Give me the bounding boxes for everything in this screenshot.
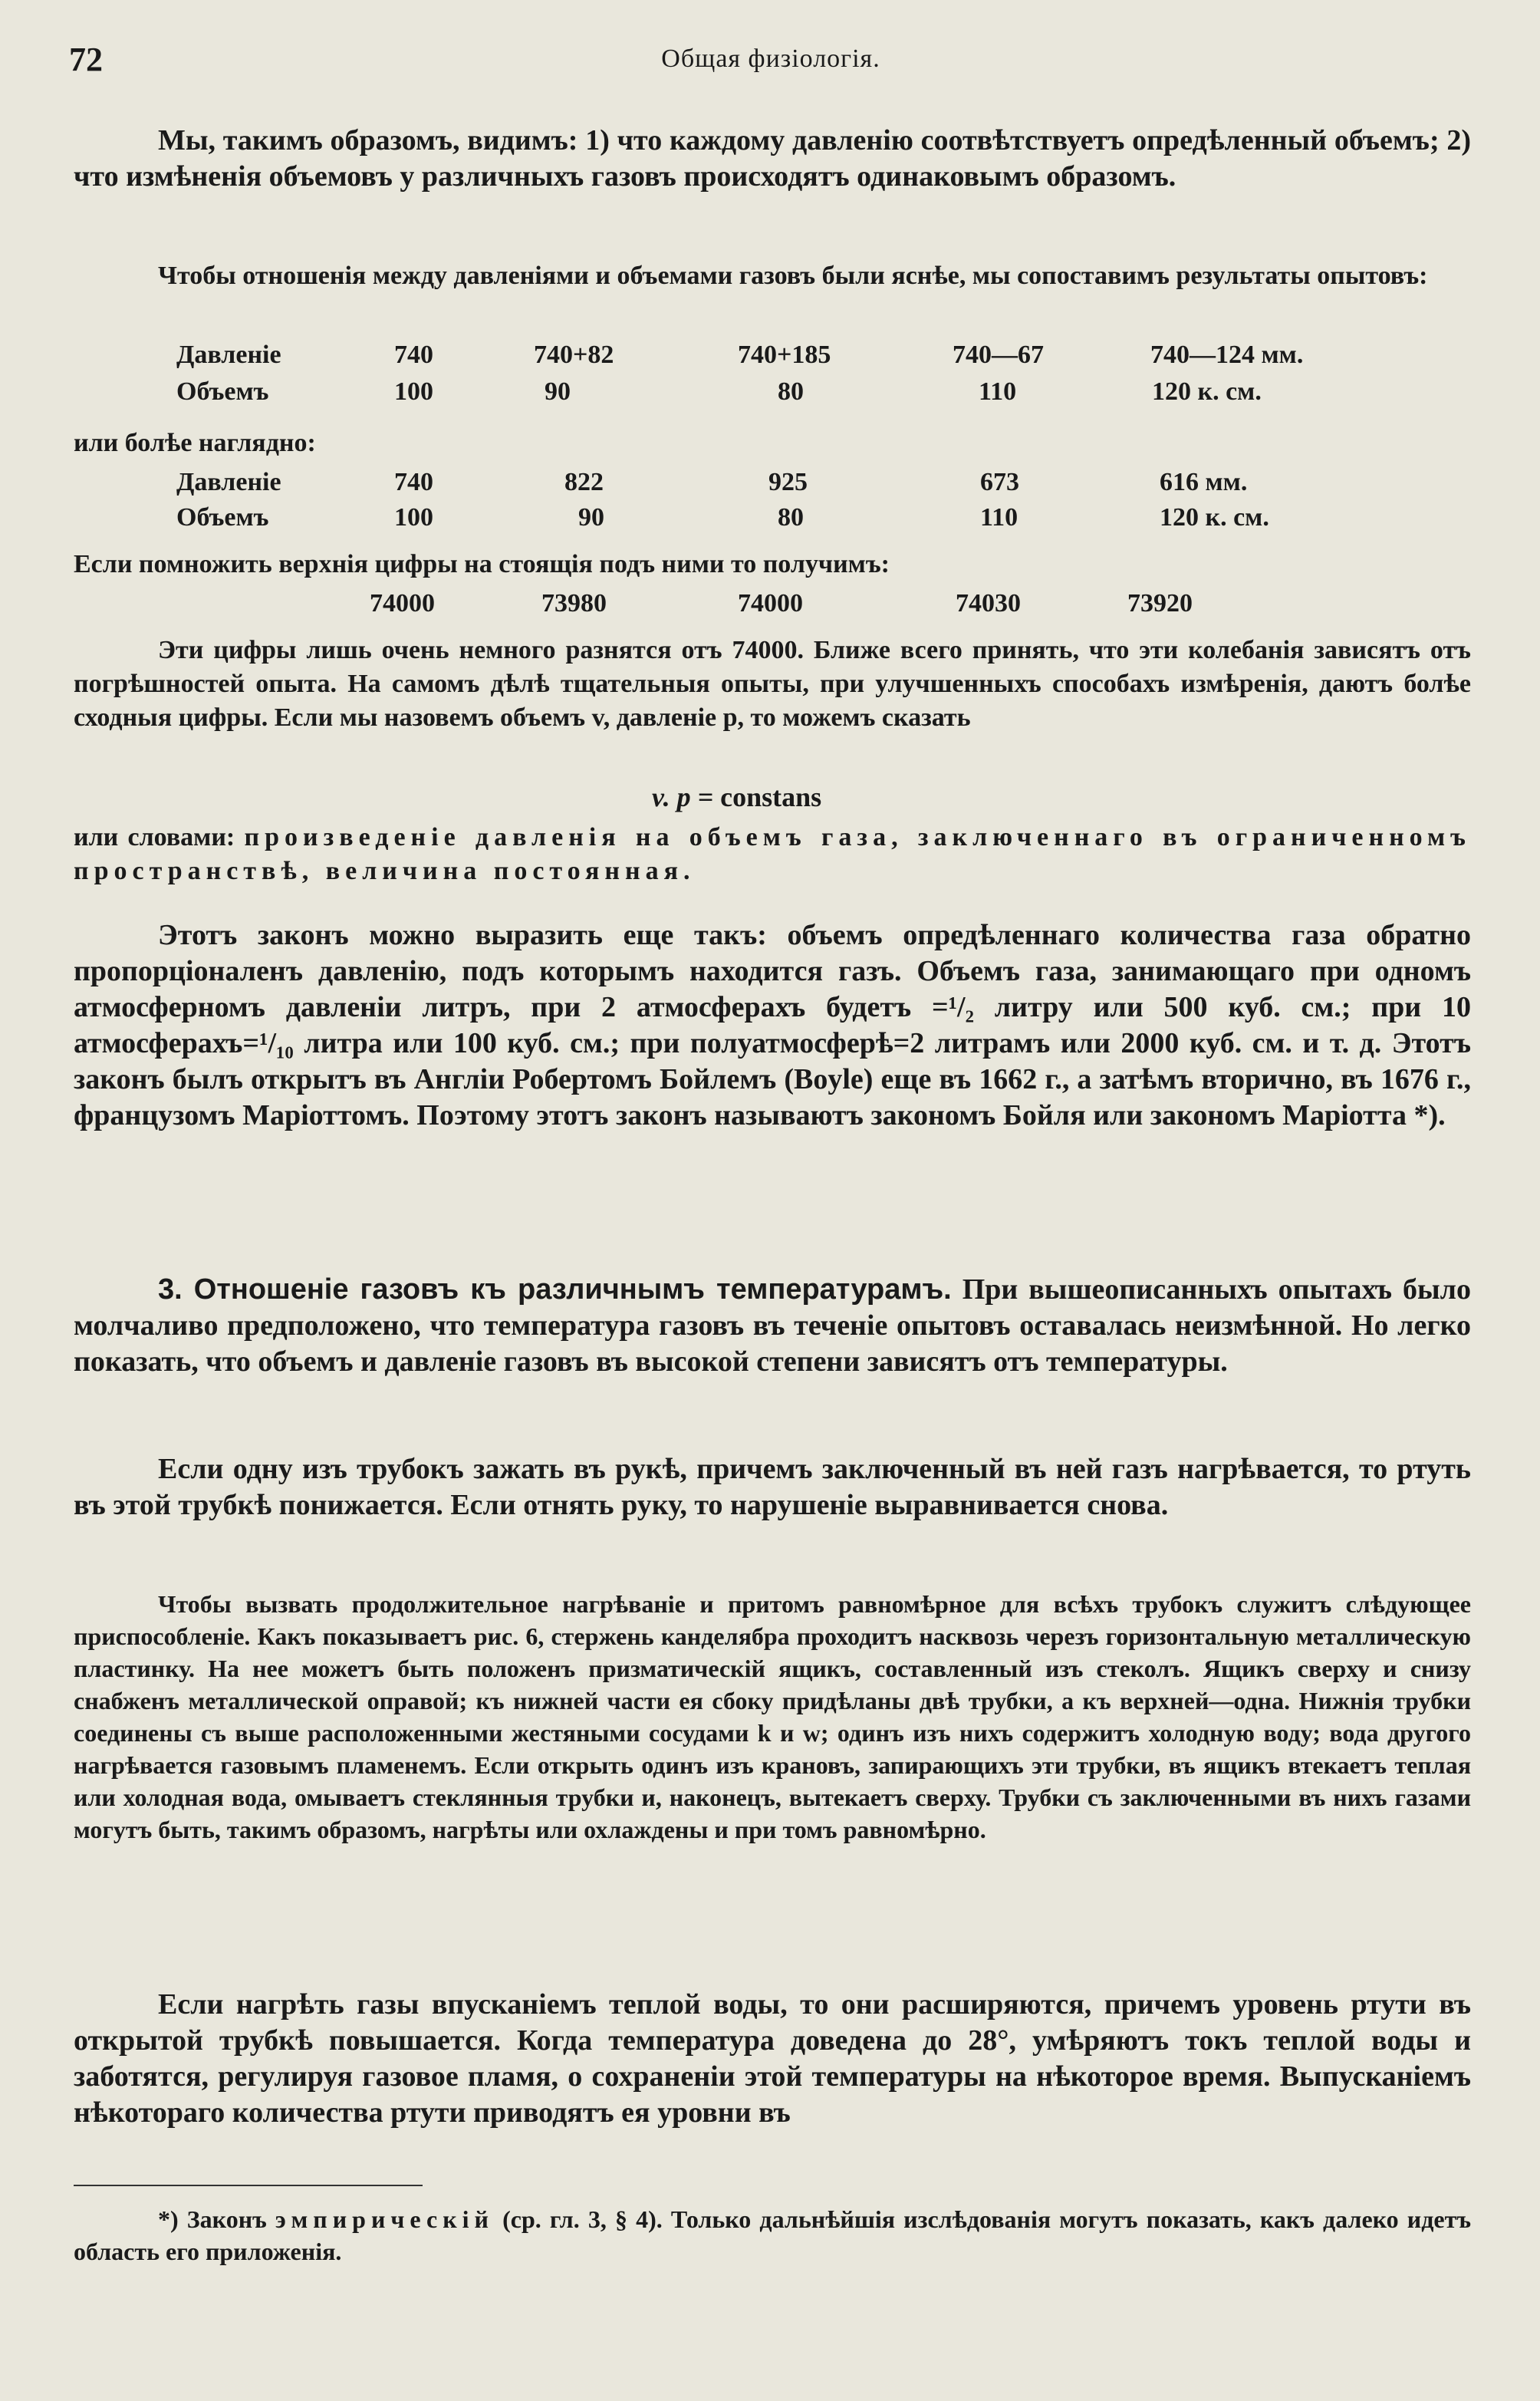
paragraph-apparatus: Чтобы вызвать продолжительное нагрѣванiе и притомъ равномѣрное для всѣхъ трубокъ служитъ слѣдующее приспособленiе. Какъ показываетъ рис. 6, стержень канделябра проходитъ насквозь черезъ горизонтальную металлическую пластинку. На нее можетъ быть положенъ призматическiй ящикъ, составленный изъ стеколъ. Ящикъ сверху и снизу снабженъ металлической оправой; къ нижней части ея сбоку придѣланы двѣ трубки, а къ верхней—одна. Нижнiя трубки соединены съ выше расположенными жестяными сосудами k и w; одинъ изъ нихъ содержитъ холодную воду; вода другого нагрѣвается газовымъ пламенемъ. Если открыть одинъ изъ крановъ, запирающихъ эти трубки, въ ящикъ втекаетъ теплая или холодная вода, омываетъ стеклянныя трубки и, наконецъ, вытекаетъ сверху. Трубки съ заключенными въ нихъ газами могутъ быть, такимъ образомъ, нагрѣты или охлаждены и при томъ равномѣрно. xyxy=(74,1590,1471,1843)
footnote xyxy=(74,2203,1471,2268)
table2-cell: 80 xyxy=(778,503,804,532)
table2-cell: 120 к. см. xyxy=(1160,503,1269,532)
page-header xyxy=(69,40,1473,86)
table1-cell: 740+185 xyxy=(738,341,831,369)
boyle-formula xyxy=(652,781,821,813)
table1-cell: 740 xyxy=(394,341,433,369)
table1-cell: 110 xyxy=(979,377,1017,406)
table1-cell: 740+82 xyxy=(534,341,614,369)
table1-cell: 740—124 мм. xyxy=(1150,341,1304,369)
table2-volume-row xyxy=(74,503,1471,537)
temperature-text: При вышеописанныхъ опытахъ было молчаливо предположено, что температура газовъ въ теченiе опытовъ оставалась неизмѣнной. Но легко показать, что объемъ и давленiе газовъ въ высокой степени зависятъ отъ температуры. xyxy=(74,1273,1472,1378)
table1-cell: 90 xyxy=(545,377,571,406)
table2-cell: 925 xyxy=(768,468,808,496)
table2-pressure-row xyxy=(74,468,1471,502)
product-value: 74000 xyxy=(738,589,803,618)
page-number: 72 xyxy=(69,41,103,78)
table2-cell: 110 xyxy=(980,503,1018,532)
table2-label: Давленiе xyxy=(176,468,281,496)
section-heading: 3. Отношенiе газовъ къ различнымъ температурамъ. xyxy=(158,1273,952,1306)
table1-cell: 100 xyxy=(394,377,433,406)
formula-rhs: constans xyxy=(720,782,822,812)
table1-cell: 120 к. см. xyxy=(1152,377,1262,406)
table1-pressure-row xyxy=(74,341,1471,374)
product-value: 73920 xyxy=(1127,589,1193,618)
table1-cell: 80 xyxy=(778,377,804,406)
table2-label: Объемъ xyxy=(176,503,269,532)
footnote-marker: *) Законъ xyxy=(158,2205,275,2233)
table1-cell: 740—67 xyxy=(953,341,1044,369)
footnote-divider xyxy=(74,2185,423,2186)
law-statement: произведенiе давленiя на объемъ газа, заключеннаго въ ограниченномъ пространствѣ, величина постоянная. xyxy=(74,823,1471,885)
formula-lhs: v. p = xyxy=(652,782,714,812)
table2-cell: 740 xyxy=(394,468,433,496)
table2-cell: 90 xyxy=(578,503,604,532)
product-value: 73980 xyxy=(541,589,607,618)
in-words-lead: или словами: xyxy=(74,823,245,851)
paragraph-boyle-law: Этотъ законъ можно выразить еще такъ: объемъ опредѣленнаго количества газа обратно пропорцiоналенъ давленiю, подъ которымъ находится газъ. Объемъ газа, занимающаго при одномъ атмосферномъ давленiи литръ, при 2 атмосферахъ будетъ =¹/₂ литру или 500 куб. см.; при 10 атмосферахъ=¹/₁₀ литра или 100 куб. см.; при полуатмосферѣ=2 литрамъ или 2000 куб. см. и т. д. Этотъ законъ былъ открытъ въ Англiи Робертомъ Бойлемъ (Boyle) еще въ 1662 г., а затѣмъ вторично, въ 1676 г., французомъ Марiоттомъ. Поэтому этотъ законъ называютъ закономъ Бойля или закономъ Марiотта *). xyxy=(74,919,1471,1131)
table2-cell: 822 xyxy=(564,468,604,496)
table1-label: Объемъ xyxy=(176,377,269,406)
footnote-text: (ср. гл. 3, § 4). Только дальнѣйшiя изслѣдованiя могутъ показать, какъ далеко идетъ область его приложенiя. xyxy=(74,2205,1472,2265)
product-value: 74030 xyxy=(956,589,1021,618)
table2-cell: 673 xyxy=(980,468,1019,496)
paragraph-expansion: Если нагрѣть газы впусканiемъ теплой воды, то они расширяются, причемъ уровень ртути въ открытой трубкѣ повышается. Когда температура доведена до 28°, умѣряютъ токъ теплой воды и заботятся, регулируя газовое пламя, о сохраненiи этой температуры на нѣкоторое время. Выпусканiемъ нѣкотораго количества ртути приводятъ ея уровни въ xyxy=(74,1988,1471,2129)
footnote-term: эмпирическiй xyxy=(275,2205,494,2233)
paragraph-or-more-clearly: или болѣе наглядно: xyxy=(74,429,316,457)
table2-cell: 616 мм. xyxy=(1160,468,1248,496)
table1-label: Давленiе xyxy=(176,341,281,369)
running-head: Общая физiологiя. xyxy=(661,44,880,73)
paragraph-variation: Эти цифры лишь очень немного разнятся отъ 74000. Ближе всего принять, что эти колебанiя зависятъ отъ погрѣшностей опыта. На самомъ дѣлѣ тщательныя опыты, при улучшенныхъ способахъ измѣренiя, даютъ болѣе сходныя цифры. Если мы назовемъ объемъ v, давленiе p, то можемъ сказать xyxy=(74,636,1471,732)
paragraph-in-words xyxy=(74,821,1471,888)
paragraph-multiply: Если помножить верхнiя цифры на стоящiя подъ ними то получимъ: xyxy=(74,550,890,578)
table2-cell: 100 xyxy=(394,503,433,532)
paragraph-conclusion: Мы, такимъ образомъ, видимъ: 1) что каждому давленiю соотвѣтствуетъ опредѣленный объемъ; 2) что измѣненiя объемовъ у различныхъ газовъ происходятъ одинаковымъ образомъ. xyxy=(74,124,1471,193)
products-row xyxy=(74,589,1471,623)
product-value: 74000 xyxy=(370,589,435,618)
table1-volume-row xyxy=(74,377,1471,411)
paragraph-temperature xyxy=(74,1272,1471,1380)
paragraph-hand-heating: Если одну изъ трубокъ зажать въ рукѣ, причемъ заключенный въ ней газъ нагрѣвается, то ртуть въ этой трубкѣ понижается. Если отнять руку, то нарушенiе выравнивается снова. xyxy=(74,1453,1471,1521)
paragraph-comparison-intro: Чтобы отношенiя между давленiями и объемами газовъ были яснѣе, мы сопоставимъ результаты опытовъ: xyxy=(158,262,1428,290)
